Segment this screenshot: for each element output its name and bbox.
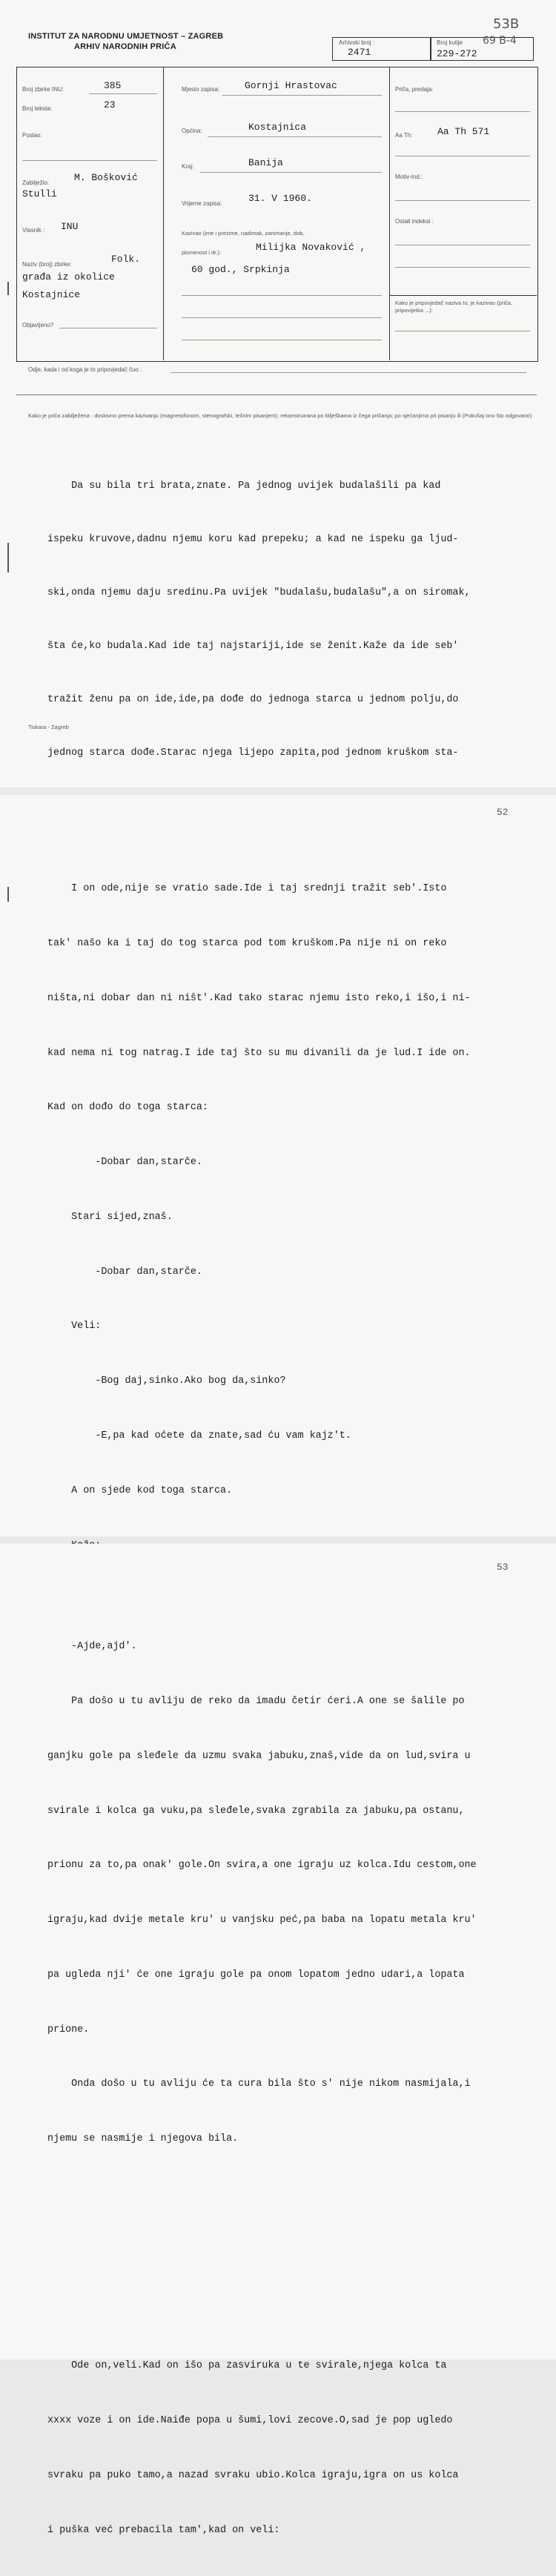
text-line: A on sjede kod toga starca.: [47, 1484, 233, 1496]
region: Banija: [248, 157, 283, 168]
box-number: 69 B-4: [483, 35, 517, 47]
text-line: ispeku kruvove,dadnu njemu koru kad prepeku; a kad ne ispeku ga ljud-: [47, 534, 459, 545]
date-label: Vrijeme zapisa:: [182, 200, 222, 207]
text-line: šta će,ko budala.Kad ide taj najstariji,ide se ženit.Kaže da ide seb': [47, 641, 459, 652]
text-line: jednog starca dođe.Starac njega lijepo zapita,pod jednom kruškom sta-: [47, 747, 459, 759]
collection-no: 385: [104, 80, 122, 91]
owner-label: Vlasnik :: [22, 227, 45, 234]
text-line: tak' našo ka i taj do tog starca pod tom kruškom.Pa nije ni on reko: [47, 937, 447, 949]
motif-label: Motiv-Ind.:: [395, 174, 423, 180]
text-line: Ode on,veli.Kad on išo pa zasviruka u te svirale,njega kolca ta: [47, 2360, 447, 2372]
municipality-label: Općina:: [182, 128, 202, 134]
text-line: Pa došo u tu avliju de reko da imadu četir ćeri.A one se šalile po: [47, 1695, 465, 1707]
text-line: -Ajde,ajd'.: [47, 1641, 137, 1653]
text-line: svirale i kolca ga vuku,pa sleđele,svaka zgrabila za jabuku,pa ostanu,: [47, 1805, 465, 1817]
recorder: M. Bošković: [74, 172, 138, 183]
text-line: -Dobar dan,starče.: [47, 1266, 202, 1278]
archive-number: 2471: [348, 47, 371, 58]
text-line: i puška već prebacila tam',kad on veli:: [47, 2524, 280, 2536]
archive-number-box: Arhivski broj : 2471: [332, 37, 431, 61]
page-number: 52: [497, 807, 509, 818]
municipality: Kostajnica: [248, 122, 307, 133]
text-line: igraju,kad dvije metale kru' u vanjsku peć,pa baba na lopatu metala kru': [47, 1915, 477, 1926]
page-number: 53: [497, 1562, 509, 1573]
published-label: Objavljeno?: [22, 322, 54, 328]
archive-card-page-1: [0, 0, 556, 787]
box-number-box: Broj kutije 69 B-4 229-272: [430, 37, 534, 61]
recording-method-note: Kako je priča zabilježena : doslovno prema kazivanju (magnetofonom, stenografski, tečnim pisanjem); rekonstruirana po bilješkama iz čega pričanja; po sjećanjima pri pisanju ili (Pokušaj ono što odgovara!): [28, 412, 532, 419]
collection-no-label: Broj zbirke INU:: [22, 86, 64, 93]
text-no: 23: [104, 99, 116, 110]
narrator-naming-note: Kako je pripovjedač naziva tu; je kazivao (priča, pripovijetka ...):: [395, 300, 512, 314]
place-label: Mjesto zapisa:: [182, 86, 220, 93]
text-line: njemu se nasmije i njegova bila.: [47, 2133, 239, 2145]
where-heard-label: Odje, kada i od koga je to pripovjedač čuo :: [28, 366, 142, 373]
recorder-surname: Stulli: [22, 188, 57, 199]
text-line: pa ugleda nji' će one igraju gole pa onom lopatom jedno udari,a lopata: [47, 1969, 465, 1981]
text-line: I on ode,nije se vratio sade.Ide i taj srednji tražit seb'.Isto: [47, 883, 447, 895]
story-page-3: [0, 1544, 556, 2359]
text-line: prionu za to,pa onak' gole.On svira,a one igraju uz kolca.Idu cestom,one: [47, 1860, 477, 1872]
owner: INU: [61, 221, 79, 232]
stamp-number: 53B: [493, 16, 520, 32]
text-line: kad nema ni tog natrag.I ide taj što su mu divanili da je lud.I ide on.: [47, 1047, 471, 1059]
aath-index: Aa Th 571: [437, 126, 490, 137]
text-line: prione.: [47, 2024, 90, 2035]
teller-label-1: Kazivao (ime i prezime, nadimak, zanimanje, dob,: [182, 230, 305, 237]
box-range: 229-272: [437, 48, 477, 59]
text-line: Kad on dođo do toga starca:: [47, 1102, 208, 1114]
printer-credit: Tiskara - Zagreb: [28, 724, 69, 730]
text-line: Da su bila tri brata,znate. Pa jednog uvijek budalašili pa kad: [47, 480, 441, 492]
text-line: -Bog daj,sinko.Ako bog da,sinko?: [47, 1375, 286, 1387]
teller-details: 60 god., Srpkinja: [191, 264, 290, 275]
date: 31. V 1960.: [248, 193, 312, 204]
text-line: Stari sijed,znaš.: [47, 1211, 173, 1223]
recorder-label: Zabilježio:: [22, 179, 50, 186]
collection-name-2: građa iz okolice: [22, 271, 115, 283]
institute-name: INSTITUT ZA NARODNU UMJETNOST – ZAGREB: [28, 32, 224, 41]
text-line: Veli:: [47, 1321, 102, 1332]
teller-name: Milijka Novaković ,: [256, 242, 366, 253]
text-line: svraku pa puko tamo,a nazad svraku ubio.Kolca igraju,igra on us kolca: [47, 2469, 459, 2481]
text-line: -E,pa kad oćete da znate,sad ću vam kajz't.: [47, 1430, 351, 1441]
text-line: ništa,ni dobar dan ni ništ'.Kad tako starac njemu isto reko,i išo,i ni-: [47, 992, 471, 1004]
sender-label: Poslao:: [22, 132, 42, 139]
story-text-page-3: [47, 1602, 477, 2185]
archive-name: ARHIV NARODNIH PRIČA: [74, 42, 176, 51]
other-index-label: Ostali indeksi :: [395, 218, 434, 225]
text-line: xxxx voze i on ide.Naiđe popa u šumi,lovi zecove.O,sad je pop ugledo: [47, 2415, 453, 2427]
collection-name-1: Folk.: [111, 254, 141, 265]
story-type-label: Priča, predaja:: [395, 86, 434, 93]
place: Gornji Hrastovac: [245, 80, 337, 91]
text-line: Onda došo u tu avliju će ta cura bila što s' nije nikom nasmijala,i: [47, 2078, 471, 2090]
collection-name-label: Naziv (broj) zbirke:: [22, 261, 72, 268]
text-line: ski,onda njemu daju sredinu.Pa uvijek "budalašu,budalašu",a on siromak,: [47, 587, 471, 598]
text-line: -Dobar dan,starče.: [47, 1157, 202, 1169]
text-no-label: Broj teksta:: [22, 105, 53, 112]
aath-label: Aa Th:: [395, 132, 413, 139]
text-line: ganjku gole pa sleđele da uzmu svaka jabuku,znaš,vide da on lud,svira u: [47, 1750, 471, 1762]
collection-name-3: Kostajnice: [22, 289, 81, 300]
region-label: Kraj:: [182, 163, 194, 170]
text-line: tražit ženu pa on ide,ide,pa dođe do jednoga starca u jednom polju,do: [47, 694, 459, 705]
teller-label-2: pismenost i dr.):: [182, 249, 221, 256]
